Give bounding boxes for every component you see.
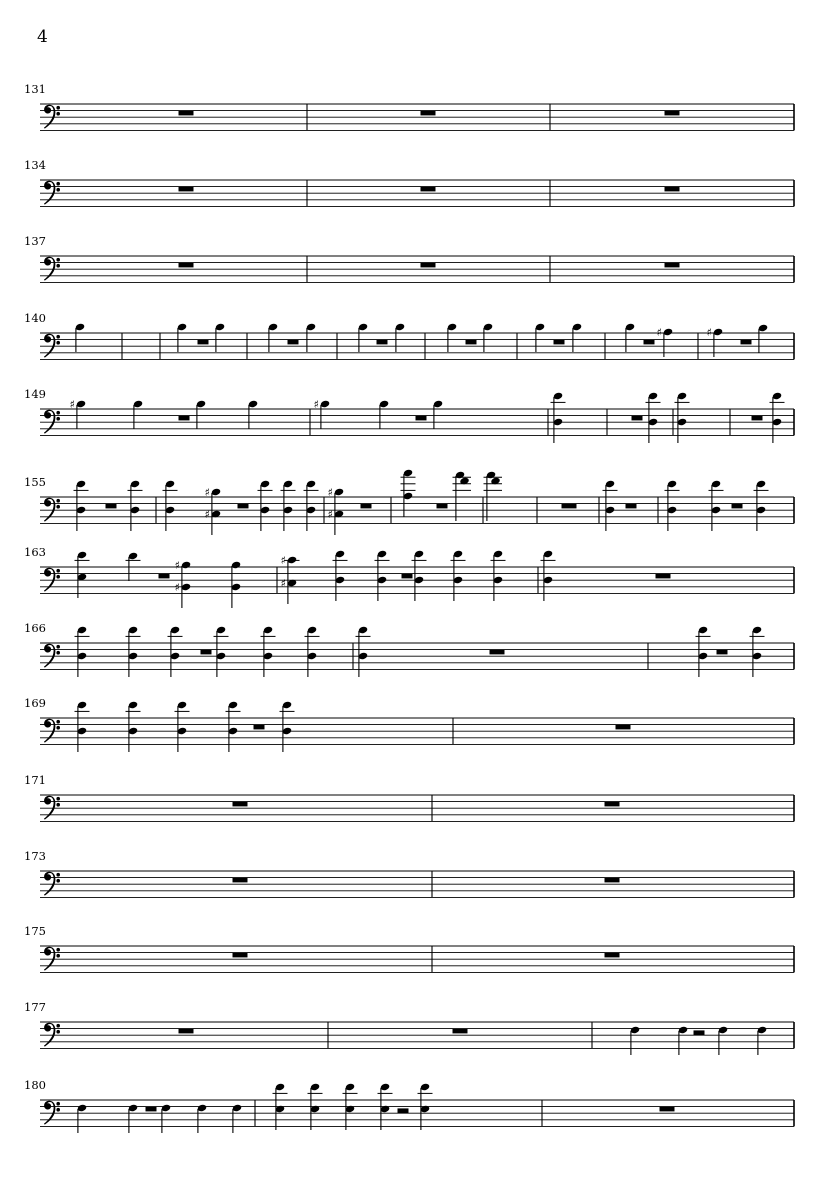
whole-rest (605, 953, 620, 958)
bass-clef-body (44, 105, 56, 129)
system-131 (24, 82, 794, 130)
system-166 (24, 621, 794, 677)
measure-number: 137 (24, 234, 46, 248)
whole-rest (665, 263, 680, 268)
bass-clef-icon (44, 796, 60, 820)
bass-clef-body (44, 872, 56, 896)
bass-clef-icon (44, 719, 60, 743)
bass-clef-body (44, 410, 56, 434)
bass-clef-body (44, 644, 56, 668)
whole-rest (421, 263, 436, 268)
measure-number: 134 (24, 158, 46, 172)
whole-rest (717, 650, 728, 655)
whole-rest (179, 1029, 194, 1034)
whole-rest (421, 111, 436, 116)
measure-number: 140 (24, 311, 46, 325)
whole-rest (554, 340, 565, 345)
bass-clef-icon (44, 498, 60, 522)
system-171 (24, 773, 794, 821)
sharp-icon: ♯ (204, 485, 210, 499)
bass-clef-body (44, 719, 56, 743)
bass-clef-icon (44, 1101, 60, 1125)
whole-rest (238, 504, 249, 509)
measure-number: 166 (24, 621, 46, 635)
bass-clef-dot (56, 499, 60, 503)
sharp-icon: ♯ (280, 553, 286, 567)
bass-clef-dot (56, 505, 60, 509)
sharp-icon: ♯ (327, 485, 333, 499)
bass-clef-body (44, 498, 56, 522)
bass-clef-icon (44, 947, 60, 971)
whole-rest (198, 340, 209, 345)
bass-clef-dot (56, 651, 60, 655)
bass-clef-dot (56, 1108, 60, 1112)
bass-clef-icon (44, 105, 60, 129)
sharp-icon: ♯ (706, 325, 712, 339)
measure-number: 180 (24, 1078, 46, 1092)
bass-clef-dot (56, 188, 60, 192)
page-number: 4 (37, 27, 48, 47)
whole-rest (466, 340, 477, 345)
whole-rest (179, 187, 194, 192)
system-149 (24, 387, 794, 443)
bass-clef-dot (56, 182, 60, 186)
sharp-icon: ♯ (656, 325, 662, 339)
bass-clef-icon (44, 644, 60, 668)
sharp-icon: ♯ (327, 507, 333, 521)
measure-number: 177 (24, 1000, 46, 1014)
bass-clef-icon (44, 872, 60, 896)
bass-clef-dot (56, 948, 60, 952)
sharp-icon: ♯ (204, 507, 210, 521)
whole-rest (233, 802, 248, 807)
system-140 (24, 311, 794, 359)
bass-clef-body (44, 334, 56, 358)
bass-clef-icon (44, 1023, 60, 1047)
bass-clef-dot (56, 1030, 60, 1034)
system-163 (24, 545, 794, 608)
bass-clef-body (44, 947, 56, 971)
whole-rest (605, 802, 620, 807)
bass-clef-icon (44, 181, 60, 205)
bass-clef-dot (56, 1102, 60, 1106)
bass-clef-dot (56, 569, 60, 573)
system-173 (24, 849, 794, 897)
whole-rest (377, 340, 388, 345)
bass-clef-dot (56, 803, 60, 807)
system-137 (24, 234, 794, 282)
bass-clef-body (44, 1101, 56, 1125)
whole-rest (665, 187, 680, 192)
measure-number: 175 (24, 924, 46, 938)
whole-rest (562, 504, 577, 509)
bass-clef-icon (44, 257, 60, 281)
system-155 (24, 469, 794, 535)
bass-clef-dot (56, 417, 60, 421)
whole-rest (106, 504, 117, 509)
whole-rest (656, 574, 671, 579)
whole-rest (416, 416, 427, 421)
whole-rest (437, 504, 448, 509)
half-rest (398, 1108, 409, 1113)
bass-clef-dot (56, 106, 60, 110)
bass-clef-dot (56, 720, 60, 724)
bass-clef-dot (56, 575, 60, 579)
whole-rest (201, 650, 212, 655)
measure-number: 173 (24, 849, 46, 863)
bass-clef-body (44, 181, 56, 205)
bass-clef-dot (56, 264, 60, 268)
measure-number: 131 (24, 82, 46, 96)
whole-rest (361, 504, 372, 509)
bass-clef-dot (56, 879, 60, 883)
system-180 (24, 1078, 794, 1133)
whole-rest (402, 574, 413, 579)
whole-rest (644, 340, 655, 345)
bass-clef-dot (56, 112, 60, 116)
bass-clef-dot (56, 954, 60, 958)
whole-rest (490, 650, 505, 655)
system-134 (24, 158, 794, 206)
bass-clef-icon (44, 410, 60, 434)
whole-rest (752, 416, 763, 421)
sharp-icon: ♯ (69, 397, 75, 411)
whole-rest (179, 111, 194, 116)
bass-clef-icon (44, 568, 60, 592)
bass-clef-dot (56, 873, 60, 877)
whole-rest (159, 574, 170, 579)
whole-rest (233, 878, 248, 883)
measure-number: 163 (24, 545, 46, 559)
sharp-icon: ♯ (174, 558, 180, 572)
bass-clef-dot (56, 1024, 60, 1028)
bass-clef-dot (56, 797, 60, 801)
bass-clef-dot (56, 258, 60, 262)
whole-rest (665, 111, 680, 116)
bass-clef-icon (44, 334, 60, 358)
whole-rest (732, 504, 743, 509)
system-169 (24, 696, 794, 752)
whole-rest (632, 416, 643, 421)
bass-clef-body (44, 257, 56, 281)
bass-clef-dot (56, 341, 60, 345)
whole-rest (179, 263, 194, 268)
whole-rest (660, 1107, 675, 1112)
bass-clef-dot (56, 645, 60, 649)
sharp-icon: ♯ (313, 397, 319, 411)
whole-rest (288, 340, 299, 345)
system-177 (24, 1000, 794, 1055)
sharp-icon: ♯ (280, 576, 286, 590)
whole-rest (233, 953, 248, 958)
bass-clef-dot (56, 726, 60, 730)
whole-rest (146, 1107, 157, 1112)
whole-rest (453, 1029, 468, 1034)
whole-rest (616, 725, 631, 730)
measure-number: 149 (24, 387, 46, 401)
whole-rest (741, 340, 752, 345)
whole-rest (626, 504, 637, 509)
bass-clef-dot (56, 335, 60, 339)
system-175 (24, 924, 794, 972)
half-rest (694, 1030, 705, 1035)
whole-rest (421, 187, 436, 192)
whole-rest (605, 878, 620, 883)
measure-number: 155 (24, 475, 46, 489)
whole-rest (254, 725, 265, 730)
bass-clef-body (44, 796, 56, 820)
measure-number: 169 (24, 696, 46, 710)
measure-number: 171 (24, 773, 46, 787)
bass-clef-body (44, 568, 56, 592)
whole-rest (179, 416, 190, 421)
bass-clef-body (44, 1023, 56, 1047)
bass-clef-dot (56, 411, 60, 415)
sharp-icon: ♯ (174, 580, 180, 594)
